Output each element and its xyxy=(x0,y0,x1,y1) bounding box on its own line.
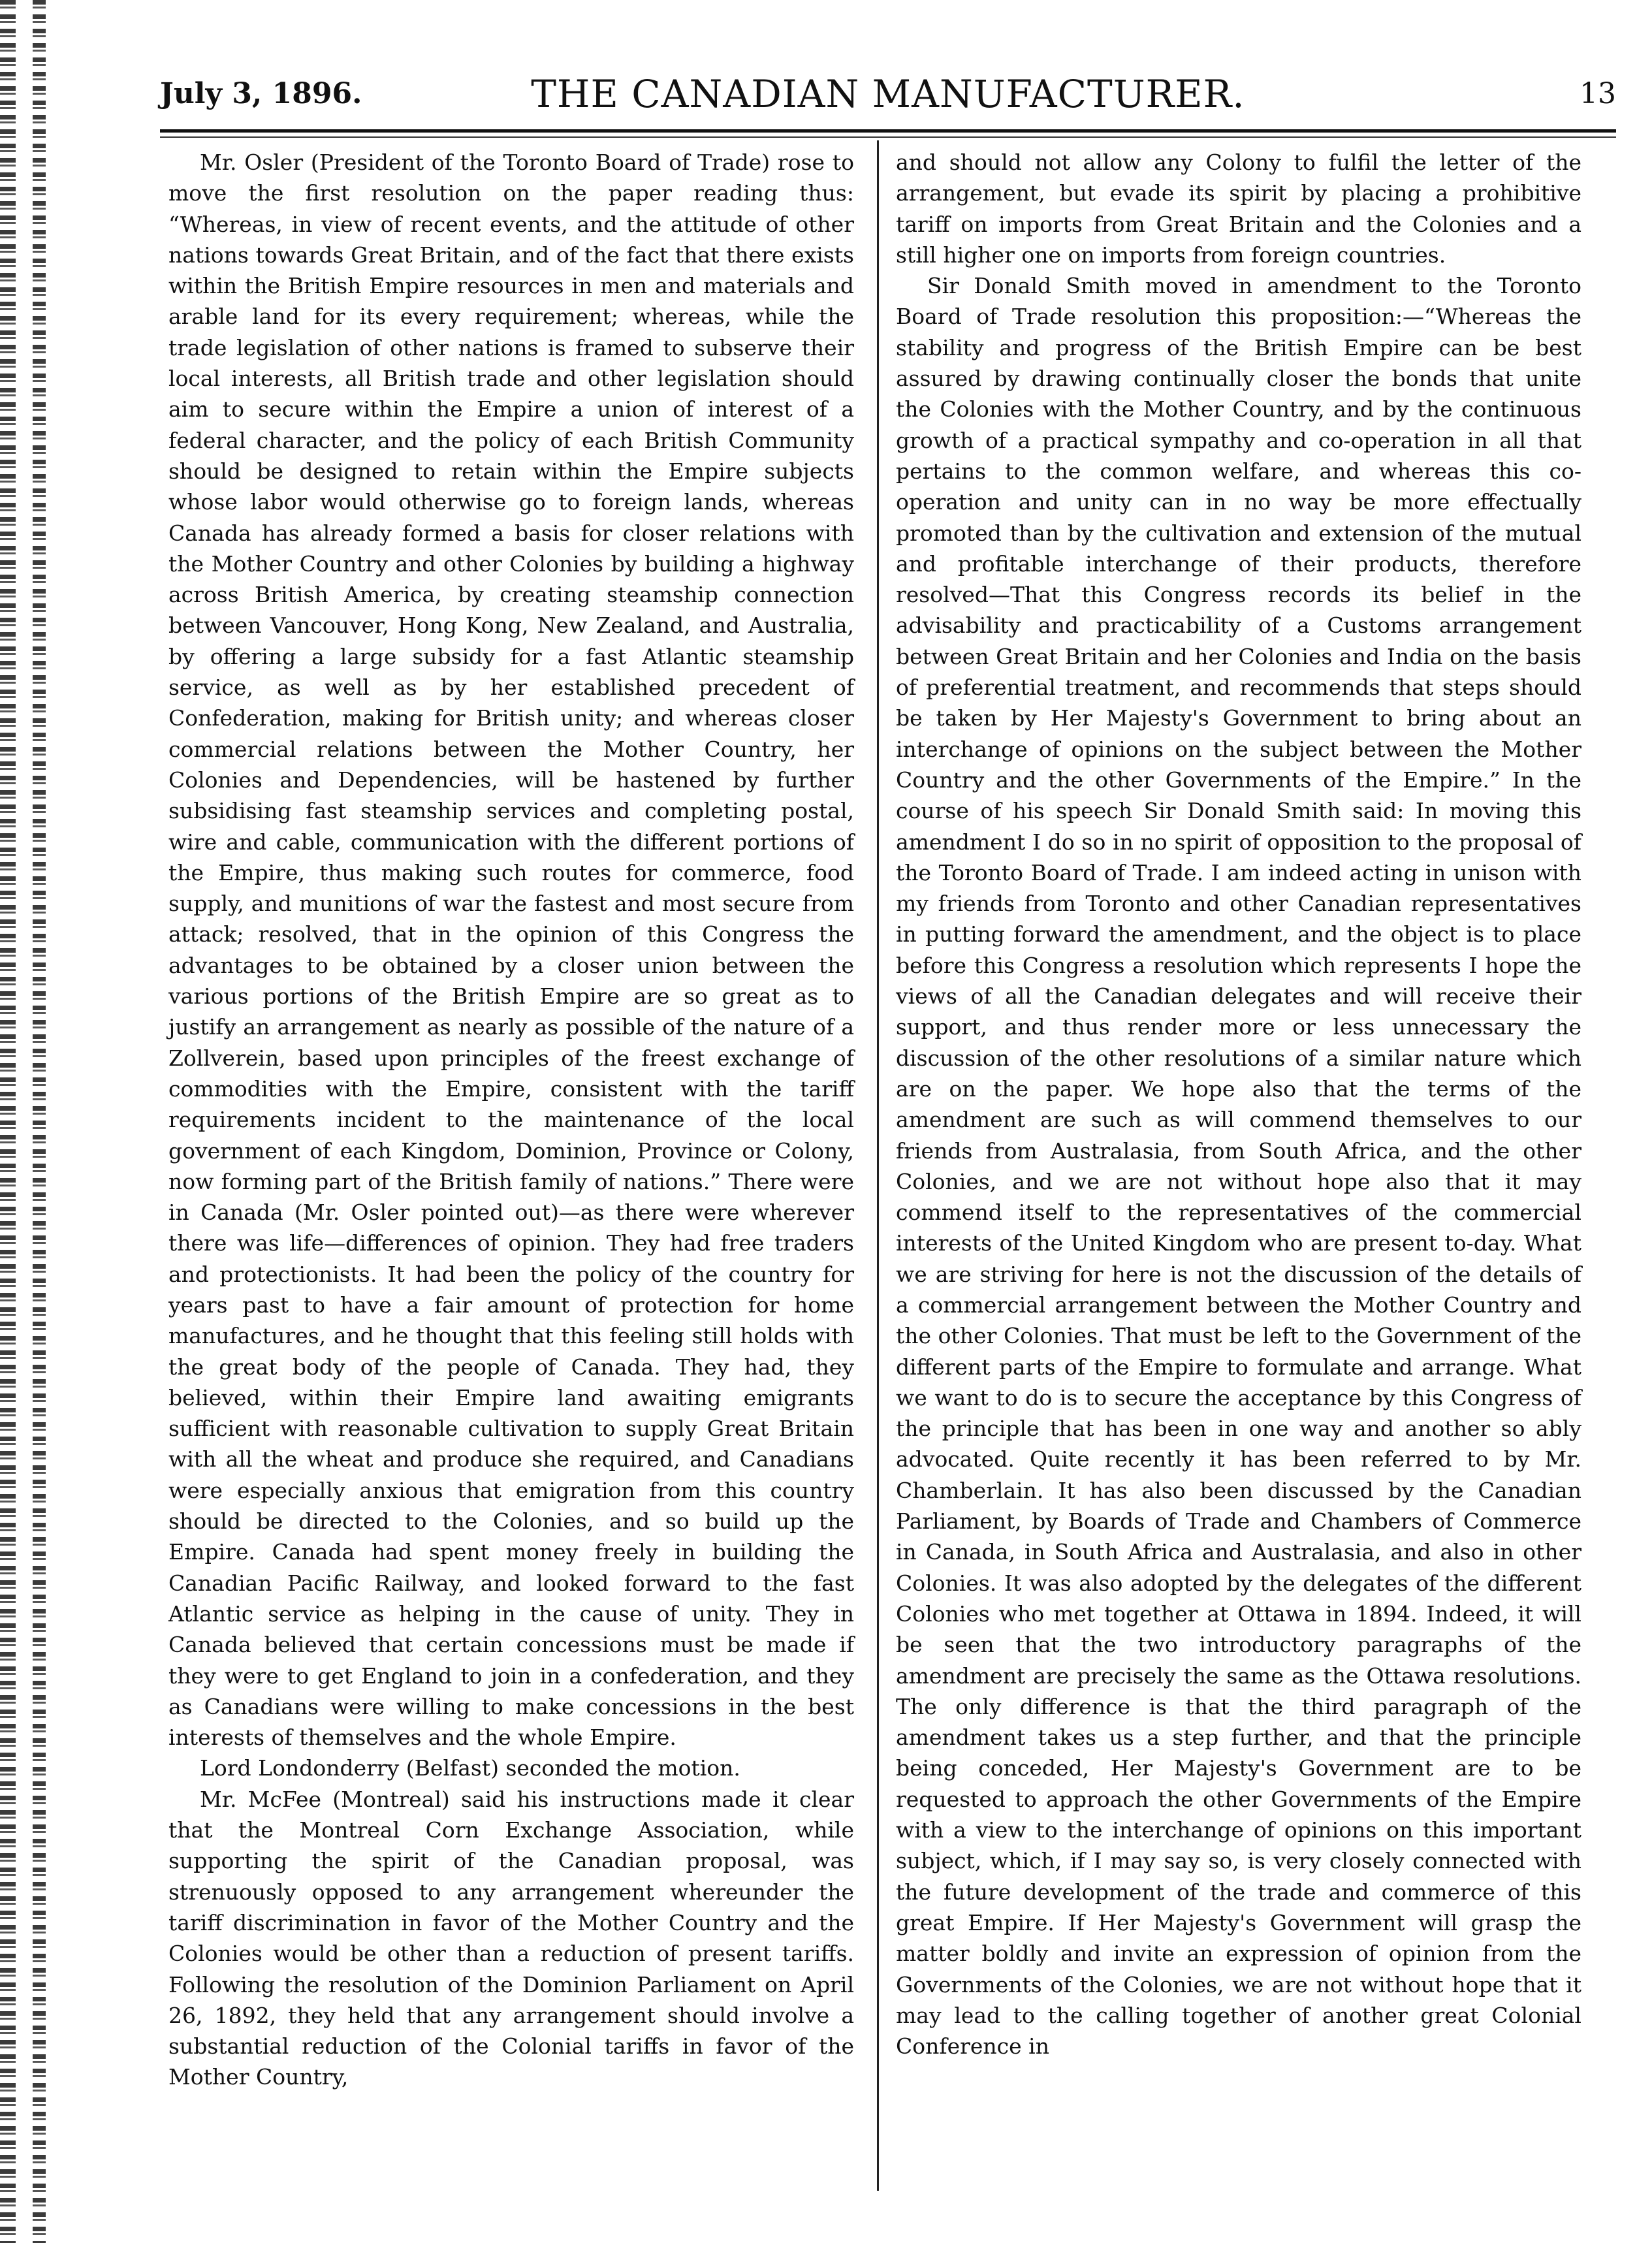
issue-date: July 3, 1896. xyxy=(160,77,362,110)
paragraph-mcfee: Mr. McFee (Montreal) said his instructions made it clear that the Montreal Corn Exchange Association, while supporting the spirit of the Canadian proposal, was strenuously opposed to any arrangement whereunder the tariff discrimination in favor of the Mother Country and the Colonies would be other than a reduction of present tariffs. Following the resolution of the Dominion Parliament on April 26, 1892, they held that any arrangement should involve a substantial reduction of the Colonial tariffs in favor of the Mother Country, xyxy=(168,1786,854,2090)
header-rule-thin xyxy=(160,136,1616,138)
header-rule xyxy=(160,129,1616,133)
paragraph-osler: Mr. Osler (President of the Toronto Board of Trade) rose to move the first resolution on the paper reading thus: “Whereas, in view of recent events, and the attitude of other nations towards Great Britain, and of the fact that there exists within the British Empire resources in men and materials and arable land for its every requirement; whereas, while the trade legislation of other nations is framed to subserve their local interests, all British trade and other legislation should aim to secure within the Empire a union of interest of a federal character, and the policy of each British Community should be designed to retain within the Empire subjects whose labor would otherwise go to foreign lands, whereas Canada has already formed a basis for closer relations with the Mother Country and other Colonies by building a highway across British America, by creating steamship connection between Vancouver, Hong Kong, New Zealand, and Australia, by offering a large subsidy for a fast Atlantic steamship service, as well as by her established precedent of Confederation, making for British unity; and whereas closer commercial relations between the Mother Country, her Colonies and Dependencies, will be hastened by further subsidising fast steamship services and completing postal, wire and cable, communication with the different portions of the Empire, thus making such routes for commerce, food supply, and munitions of war the fastest and most secure from attack; resolved, that in the opinion of this Congress the advantages to be obtained by a closer union between the various portions of the British Empire are so great as to justify an arrangement as nearly as possible of the nature of a Zollverein, based upon principles of the freest exchange of commodities with the Empire, consistent with the tariff requirements incident to the maintenance of the local government of each Kingdom, Dominion, Province or Colony, now forming part of the British family of nations.” There were in Canada (Mr. Osler pointed out)—as there were wherever there was life—differences of opinion. They had free traders and protectionists. It had been the policy of the country for years past to have a fair amount of protection for home manufactures, and he thought that this feeling still holds with the great body of the people of Canada. They had, they believed, within their Empire land awaiting emigrants sufficient with reasonable cultivation to supply Great Britain with all the wheat and produce she required, and Canadians were especially anxious that emigration from this country should be directed to the Colonies, and so build up the Empire. Canada had spent money freely in building the Canadian Pacific Railway, and looked forward to the fast Atlantic service as helping in the cause of unity. They in Canada believed that certain concessions must be made if they were to get England to join in a confederation, and they as Canadians were willing to make concessions in the best interests of themselves and the whole Empire. xyxy=(168,150,854,1751)
scan-edge xyxy=(0,0,46,2243)
column-divider xyxy=(877,140,879,2191)
publication-title: THE CANADIAN MANUFACTURER. xyxy=(531,72,1245,116)
scan-edge-gap xyxy=(16,0,33,2243)
paragraph-londonderry: Lord Londonderry (Belfast) seconded the motion. xyxy=(200,1755,740,1781)
left-column xyxy=(168,147,854,2093)
page-number: 13 xyxy=(1580,77,1616,110)
page-header xyxy=(160,72,1616,118)
paragraph-donald-smith: Sir Donald Smith moved in amendment to the Toronto Board of Trade resolution this proposition:—“Whereas the stability and progress of the British Empire can be best assured by drawing continually closer the bonds that unite the Colonies with the Mother Country, and by the continuous growth of a practical sympathy and co-operation in all that pertains to the common welfare, and whereas this co-operation and unity can in no way be more effectually promoted than by the cultivation and extension of the mutual and profitable interchange of their products, therefore resolved—That this Congress records its belief in the advisability and practicability of a Customs arrangement between Great Britain and her Colonies and India on the basis of preferential treatment, and recommends that steps should be taken by Her Majesty's Government to bring about an interchange of opinions on the subject between the Mother Country and the other Governments of the Empire.” In the course of his speech Sir Donald Smith said: In moving this amendment I do so in no spirit of opposition to the proposal of the Toronto Board of Trade. I am indeed acting in unison with my friends from Toronto and other Canadian representatives in putting forward the amendment, and the object is to place before this Congress a resolution which represents I hope the views of all the Canadian delegates and will receive their support, and thus render more or less unnecessary the discussion of the other resolutions of a similar nature which are on the paper. We hope also that the terms of the amendment are such as will commend themselves to our friends from Australasia, from South Africa, and the other Colonies, and we are not without hope also that it may commend itself to the representatives of the commercial interests of the United Kingdom who are present to-day. What we are striving for here is not the discussion of the details of a commercial arrangement between the Mother Country and the other Colonies. That must be left to the Government of the different parts of the Empire to formulate and arrange. What we want to do is to secure the acceptance by this Congress of the principle that has been in one way and another so ably advocated. Quite recently it has been referred to by Mr. Chamberlain. It has also been discussed by the Canadian Parliament, by Boards of Trade and Chambers of Commerce in Canada, in South Africa and Australasia, and also in other Colonies. It was also adopted by the delegates of the different Colonies who met together at Ottawa in 1894. Indeed, it will be seen that the two introductory paragraphs of the amendment are precisely the same as the Ottawa resolutions. The only difference is that the third paragraph of the amendment takes us a step further, and that the principle being conceded, Her Majesty's Government are to be requested to approach the other Governments of the Empire with a view to the interchange of opinions on this important subject, which, if I may say so, is very closely connected with the future development of the trade and commerce of this great Empire. If Her Majesty's Government will grasp the matter boldly and invite an expression of opinion from the Governments of the Colonies, we are not without hope that it may lead to the calling together of another great Colonial Conference in xyxy=(896,273,1581,2060)
right-column xyxy=(896,147,1581,2061)
paragraph-continuation: and should not allow any Colony to fulfil the letter of the arrangement, but evade its spirit by placing a prohibitive tariff on imports from Great Britain and the Colonies and a still higher one on imports from foreign countries. xyxy=(896,150,1581,268)
